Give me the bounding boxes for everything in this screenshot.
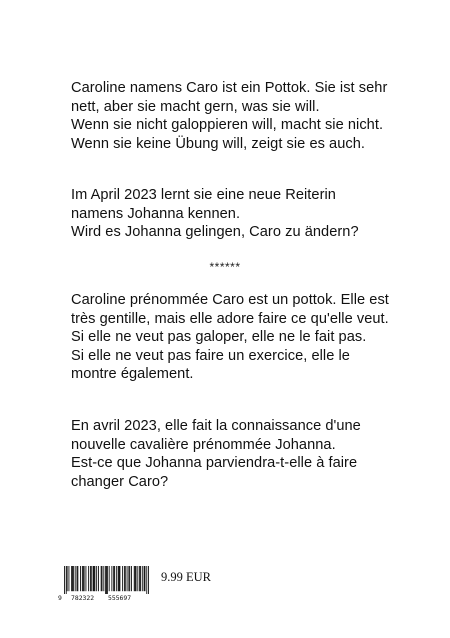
barcode-bar xyxy=(83,566,84,591)
barcode-lead-digit: 9 xyxy=(58,594,62,602)
barcode-bar xyxy=(101,566,102,591)
barcode-bar xyxy=(124,566,125,591)
german-blurb-line: Caroline namens Caro ist ein Pottok. Sie ist sehr nett, aber sie macht gern, was sie will. xyxy=(71,80,388,115)
barcode-bar xyxy=(122,566,123,591)
barcode-bar xyxy=(114,566,115,591)
barcode-bar xyxy=(139,566,140,591)
barcode-bar xyxy=(77,566,78,591)
barcode-bar xyxy=(105,566,106,594)
barcode-bar xyxy=(113,566,114,591)
barcode-bar xyxy=(82,566,83,591)
french-blurb-line: En avril 2023, elle fait la connaissance d'une nouvelle cavalière prénommée Johanna. xyxy=(71,418,361,453)
barcode-bar xyxy=(142,566,143,591)
german-blurb-line: Im April 2023 lernt sie eine neue Reiterin namens Johanna kennen. xyxy=(71,187,336,222)
barcode-bar xyxy=(88,566,89,591)
barcode-bar xyxy=(125,566,126,591)
barcode-bar xyxy=(94,566,95,591)
barcode-bar xyxy=(109,566,110,591)
barcode-bar xyxy=(127,566,128,591)
barcode-bar xyxy=(111,566,112,591)
isbn-barcode xyxy=(58,566,150,602)
french-blurb-line: Si elle ne veut pas faire un exercice, elle le montre également. xyxy=(71,347,350,382)
barcode-bar xyxy=(98,566,99,591)
barcode-bar xyxy=(146,566,147,594)
barcode-bar xyxy=(73,566,74,591)
german-blurb-line: Wenn sie keine Übung will, zeigt sie es auch. xyxy=(71,135,366,152)
barcode-bar xyxy=(103,566,104,591)
barcode-bar xyxy=(137,566,138,591)
barcode-bar xyxy=(116,566,117,591)
barcode-bar xyxy=(140,566,141,591)
french-blurb-line: Est-ce que Johanna parviendra-t-elle à faire changer Caro? xyxy=(71,455,358,490)
german-blurb-paragraph-1 xyxy=(71,79,391,153)
barcode-bar xyxy=(94,566,95,591)
french-blurb-paragraph-1 xyxy=(71,291,391,384)
barcode-bar xyxy=(80,566,81,591)
barcode-bar xyxy=(148,566,149,594)
french-blurb-paragraph-2 xyxy=(71,417,391,491)
barcode-bar xyxy=(72,566,73,591)
german-blurb-line: Wenn sie nicht galoppieren will, macht sie nicht. xyxy=(71,117,384,133)
barcode-bar xyxy=(84,566,85,591)
price-label: 9.99 EUR xyxy=(161,570,211,584)
barcode-digit-group-2: 555697 xyxy=(108,594,132,602)
barcode-bars-icon xyxy=(64,566,149,594)
barcode-bar xyxy=(96,566,97,591)
barcode-bar xyxy=(66,566,67,594)
barcode-bar xyxy=(93,566,94,591)
barcode-bar xyxy=(131,566,132,591)
barcode-bar xyxy=(75,566,76,591)
language-separator: ****** xyxy=(209,260,241,274)
barcode-bar xyxy=(64,566,65,594)
barcode-bar xyxy=(68,566,69,591)
french-blurb-line: Si elle ne veut pas galoper, elle ne le fait pas. xyxy=(71,329,367,345)
german-blurb-line: Wird es Johanna gelingen, Caro zu ändern? xyxy=(71,224,359,240)
barcode-bar xyxy=(91,566,92,591)
barcode-bar xyxy=(128,566,129,591)
barcode-bar xyxy=(67,566,68,591)
barcode-bar xyxy=(90,566,91,591)
barcode-bar xyxy=(145,566,146,591)
barcode-bar xyxy=(135,566,136,591)
barcode-bar xyxy=(85,566,86,591)
barcode-bar xyxy=(136,566,137,591)
barcode-bar xyxy=(119,566,120,591)
barcode-bar xyxy=(106,566,107,594)
barcode-bar xyxy=(119,566,120,591)
barcode-bar xyxy=(129,566,130,591)
barcode-bar xyxy=(107,566,108,594)
barcode-bar xyxy=(71,566,72,591)
barcode-bar xyxy=(144,566,145,591)
barcode-bar xyxy=(134,566,135,591)
french-blurb-line: Caroline prénommée Caro est un pottok. Elle est très gentille, mais elle adore faire ce qu'elle veut. xyxy=(71,292,389,327)
german-blurb-paragraph-2 xyxy=(71,186,391,242)
barcode-digit-group-1: 782322 xyxy=(71,594,95,602)
barcode-bar xyxy=(118,566,119,591)
barcode-bar xyxy=(102,566,103,591)
barcode-bar xyxy=(77,566,78,591)
